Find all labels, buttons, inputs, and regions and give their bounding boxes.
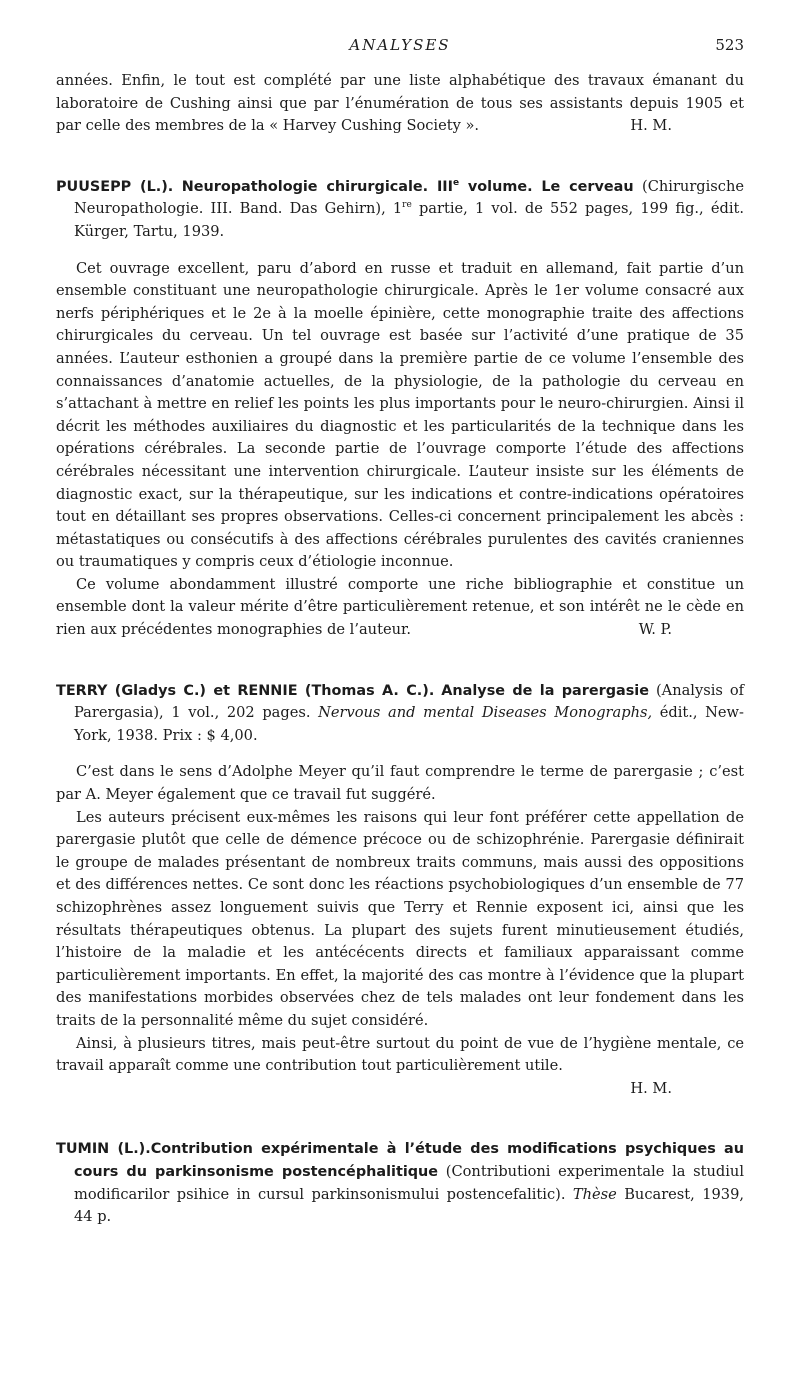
paragraph [56, 70, 744, 138]
paragraph: Cet ouvrage excellent, paru d’abord en russe et traduit en allemand, fait partie d’un ensemble constituant une neuropathologie chirurgicale. Après le 1er volume consacré aux nerfs périphériques et le 2e à la moelle épinière, cette monographie traite des affections chirurgicales du cerveau. Un tel ouvrage est basée sur l’activité d’une pratique de 35 années. L’auteur esthonien a groupé dans la première partie de ce volume l’ensemble des connaissances d’anatomie actuelles, de la physiologie, de la pathologie du cerveau en s’attachant à mettre en relief les points les plus importants pour le neuro-chirurgien. Ainsi il décrit les méthodes auxiliaires du diagnostic et les particularités de la technique dans les opérations cérébrales. La seconde partie de l’ouvrage comporte l’étude des affections cérébrales nécessitant une intervention chirurgicale. L’auteur insiste sur les éléments de diagnostic exact, sur la thérapeutique, sur les indications et contre-indications opératoires tout en détaillant ses propres observations. Celles-ci concernent principalement les abcès : métastatiques ou consécutifs à des affections cérébrales purulentes des cavités craniennes ou traumatiques y compris ceux d’étiologie inconnue. [56, 259, 744, 571]
citation-text: (Chirurgische Neuropathologie. III. Band. Das Gehirn), 1 [74, 177, 745, 218]
review-title-text-2: volume. Le cerveau [459, 178, 634, 195]
page-number: 523 [715, 36, 744, 54]
review-puusepp [56, 176, 744, 642]
these-label: Thèse [572, 1185, 617, 1203]
signature: W. P. [638, 621, 672, 639]
review-author: TUMIN (L.). [56, 1141, 151, 1158]
paragraph: Les auteurs précisent eux-mêmes les raisons qui leur font préférer cette appellation de parergasie plutôt que celle de démence précoce ou de schizophrénie. Parergasie définirait le groupe de malades présentant de nombreux traits communs, mais aussi des oppositions et des différences nettes. Ce sont donc les réactions psychobiologiques d’un ensemble de 77 schizophrènes assez longuement suivis que Terry et Rennie exposent ici, ainsi que les résultats thérapeutiques obtenus. La plupart des sujets furent minutieusement étudiés, l’histoire de la maladie et les antécécents directs et familiaux apparaissant comme particulièrement importants. En effet, la majorité des cas montre à l’évidence que la plupart des manifestations morbides observées chez de tels malades ont leur fondement dans les traits de la personnalité même du sujet considéré. [56, 808, 744, 1029]
journal-title: Nervous and mental Diseases Monographs, [318, 704, 653, 722]
review-title [182, 179, 634, 195]
citation-sup: re [402, 200, 412, 211]
citation-text-2: Bucarest, 1939, 44 p. [74, 1185, 744, 1226]
review-citation [56, 680, 744, 748]
review-terry-rennie [56, 680, 744, 1101]
running-title: ANALYSES [349, 36, 451, 54]
review-carry-over [56, 70, 744, 138]
review-title-sup: e [453, 177, 460, 188]
paragraph [56, 574, 744, 642]
paragraph: Ainsi, à plusieurs titres, mais peut-être surtout du point de vue de l’hygiène mentale, ce travail apparaît comme une contribution tout particulièrement utile. [56, 1034, 744, 1075]
review-author: PUUSEPP (L.). [56, 178, 174, 195]
page-content [56, 70, 744, 1243]
review-citation [56, 176, 744, 244]
review-title: Contribution expérimentale à l’étude des modifications psychiques au cours du parkinsonisme postencéphalitique [74, 1141, 744, 1180]
citation-text-2: édit., New-York, 1938. Prix : $ 4,00. [74, 704, 744, 744]
citation-text-2: partie, 1 vol. de 552 pages, 199 fig., édit. Kürger, Tartu, 1939. [74, 200, 745, 240]
review-author: TERRY (Gladys C.) et RENNIE (Thomas A. C.). [56, 682, 435, 699]
page-header [56, 36, 744, 58]
citation-text: (Analysis of Parergasia), 1 vol., 202 pages. [74, 681, 745, 722]
signature: H. M. [630, 117, 672, 135]
paragraph-text: années. Enfin, le tout est complété par une liste alphabétique des travaux émanant du laboratoire de Cushing ainsi que par l’énumération de tous ses assistants depuis 1905 et par celle des membres de la « Harvey Cushing Society ». [56, 72, 744, 135]
review-tumin [56, 1138, 744, 1228]
signature: H. M. [630, 1079, 672, 1097]
citation-text: (Contributioni experimentale la studiul modificarilor psihice in cursul parkinsonismului postencefalitic). [74, 1162, 744, 1203]
paragraph: C’est dans le sens d’Adolphe Meyer qu’il faut comprendre le terme de parergasie ; c’est par A. Meyer également que ce travail fut suggéré. [56, 763, 744, 804]
paragraph-text: Ce volume abondamment illustré comporte une riche bibliographie et constitue un ensemble dont la valeur mérite d’être particulièrement retenue, et son intérêt ne le cède en rien aux précédentes monographies de l’auteur. [56, 575, 744, 639]
review-title: Analyse de la parergasie [441, 682, 649, 699]
review-title-text: Neuropathologie chirurgicale. III [181, 178, 454, 195]
review-citation [56, 1138, 744, 1228]
